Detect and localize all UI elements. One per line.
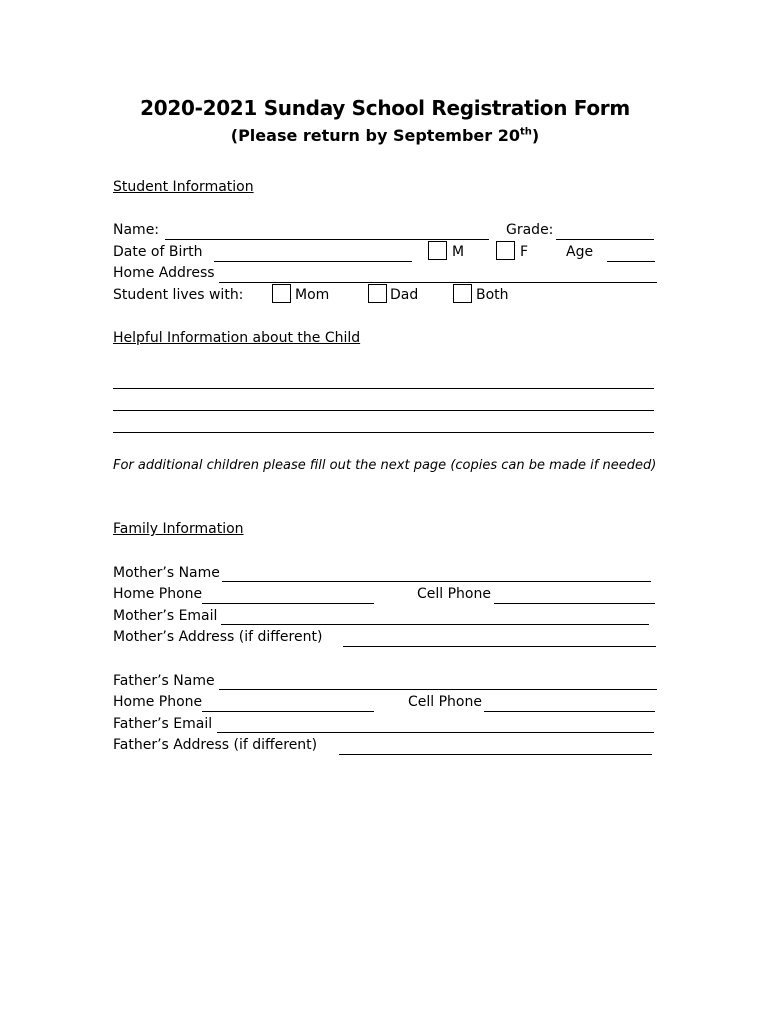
father-address-field[interactable]: [339, 754, 652, 755]
mother-name-field[interactable]: [222, 581, 651, 582]
mother-email-label: Mother’s Email: [113, 608, 218, 624]
mother-home-phone-field[interactable]: [202, 603, 374, 604]
grade-field[interactable]: [556, 239, 654, 240]
father-cell-phone-field[interactable]: [484, 711, 655, 712]
family-section-title: Family Information: [113, 521, 244, 537]
father-name-field[interactable]: [219, 689, 657, 690]
form-subtitle: [0, 126, 770, 145]
father-address-label: Father’s Address (if different): [113, 737, 318, 753]
mother-name-label: Mother’s Name: [113, 565, 220, 581]
male-checkbox[interactable]: [428, 241, 447, 260]
age-field[interactable]: [607, 261, 655, 262]
female-checkbox[interactable]: [496, 241, 515, 260]
helpful-info-line-2[interactable]: [113, 410, 654, 411]
father-name-label: Father’s Name: [113, 673, 215, 689]
student-section-title: Student Information: [113, 179, 254, 195]
grade-label: Grade:: [506, 222, 554, 238]
father-home-phone-label: Home Phone: [113, 694, 203, 710]
additional-children-note: For additional children please fill out the next page (copies can be made if needed): [113, 458, 657, 473]
dob-field[interactable]: [214, 261, 412, 262]
subtitle-main: (Please return by September 20: [230, 126, 520, 145]
helpful-info-line-1[interactable]: [113, 388, 654, 389]
dad-checkbox[interactable]: [368, 284, 387, 303]
helpful-section-title: Helpful Information about the Child: [113, 330, 361, 346]
mother-address-label: Mother’s Address (if different): [113, 629, 323, 645]
home-address-label: Home Address: [113, 265, 215, 281]
mother-address-field[interactable]: [343, 646, 656, 647]
father-cell-phone-label: Cell Phone: [408, 694, 482, 710]
mom-label: Mom: [295, 287, 330, 303]
age-label: Age: [566, 244, 594, 260]
female-label: F: [520, 244, 529, 260]
mom-checkbox[interactable]: [272, 284, 291, 303]
both-checkbox[interactable]: [453, 284, 472, 303]
father-home-phone-field[interactable]: [202, 711, 374, 712]
father-email-field[interactable]: [217, 732, 654, 733]
helpful-info-line-3[interactable]: [113, 432, 654, 433]
father-email-label: Father’s Email: [113, 716, 213, 732]
male-label: M: [452, 244, 465, 260]
mother-cell-phone-label: Cell Phone: [417, 586, 491, 602]
home-address-field[interactable]: [219, 282, 657, 283]
both-label: Both: [476, 287, 509, 303]
mother-email-field[interactable]: [221, 624, 649, 625]
mother-home-phone-label: Home Phone: [113, 586, 203, 602]
lives-with-label: Student lives with:: [113, 287, 244, 303]
name-field[interactable]: [165, 239, 489, 240]
name-label: Name:: [113, 222, 160, 238]
dob-label: Date of Birth: [113, 244, 203, 260]
subtitle-end: ): [531, 126, 540, 145]
subtitle-superscript: th: [520, 126, 532, 138]
form-title: 2020-2021 Sunday School Registration Form: [140, 96, 630, 120]
dad-label: Dad: [390, 287, 419, 303]
mother-cell-phone-field[interactable]: [494, 603, 655, 604]
